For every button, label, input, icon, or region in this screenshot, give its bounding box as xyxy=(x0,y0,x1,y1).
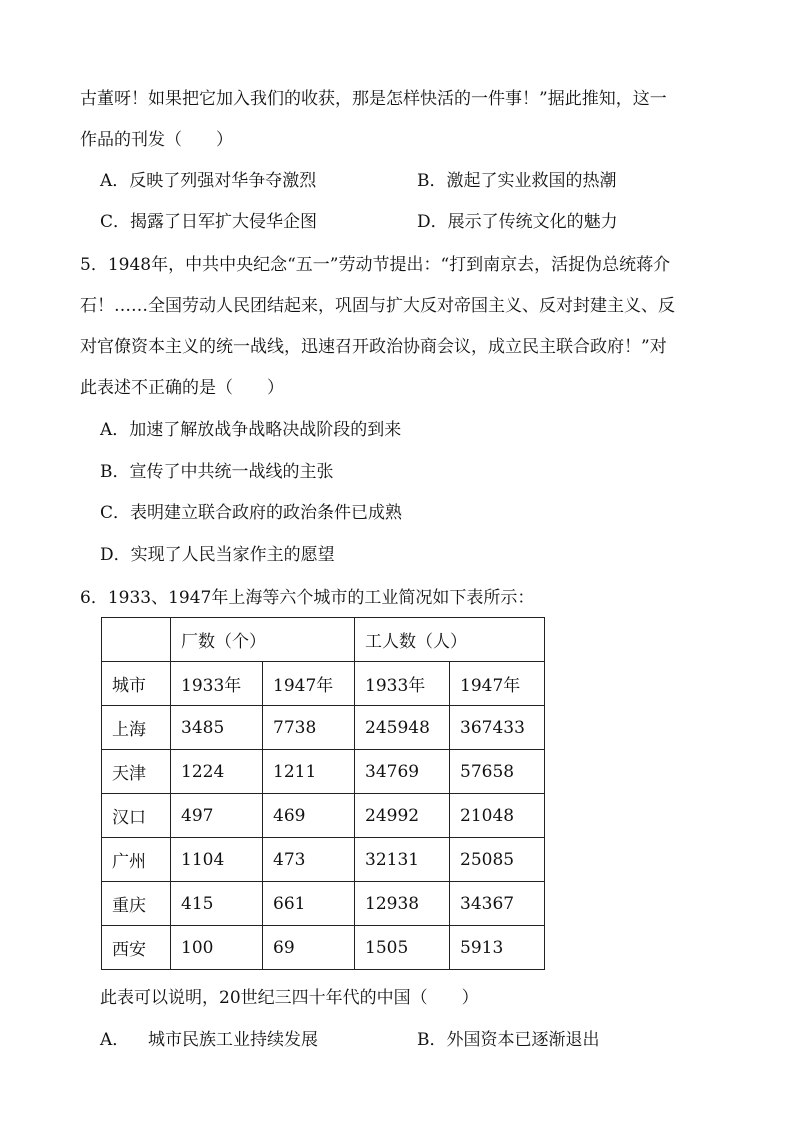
table-year-row xyxy=(102,662,545,706)
table-cell: 25085 xyxy=(450,838,545,882)
q4-option-c xyxy=(100,212,317,232)
q5-option-a xyxy=(100,420,401,440)
factory-count-header: 厂数（个） xyxy=(171,618,355,662)
city-cell: 天津 xyxy=(102,750,171,794)
table-cell: 661 xyxy=(263,882,355,926)
q6-option-b xyxy=(417,1030,600,1050)
table-row xyxy=(102,926,545,970)
table-row xyxy=(102,706,545,750)
worker-count-header: 工人数（人） xyxy=(355,618,545,662)
option-letter: C． xyxy=(100,212,131,232)
table-cell: 473 xyxy=(263,838,355,882)
table-cell: 245948 xyxy=(355,706,450,750)
table-cell: 415 xyxy=(171,882,263,926)
q6-stem: 6．1933、1947年上海等六个城市的工业简况如下表所示： xyxy=(80,588,535,608)
city-cell: 汉口 xyxy=(102,794,171,838)
table-cell: 497 xyxy=(171,794,263,838)
table-header-row xyxy=(102,618,545,662)
option-letter: B． xyxy=(417,1030,447,1050)
table-cell: 57658 xyxy=(450,750,545,794)
table-cell: 100 xyxy=(171,926,263,970)
q4-option-a xyxy=(100,171,316,191)
table-cell: 3485 xyxy=(171,706,263,750)
city-cell: 重庆 xyxy=(102,882,171,926)
table-row xyxy=(102,794,545,838)
year-header: 1947年 xyxy=(450,662,545,706)
option-text: 加速了解放战争战略决战阶段的到来 xyxy=(129,420,402,440)
year-header: 1933年 xyxy=(355,662,450,706)
option-text: 表明建立联合政府的政治条件已成熟 xyxy=(130,503,403,523)
table-cell: 34769 xyxy=(355,750,450,794)
q5-option-d xyxy=(100,545,335,565)
option-text: 展示了传统文化的魅力 xyxy=(447,212,618,232)
year-header: 1933年 xyxy=(171,662,263,706)
option-letter: D． xyxy=(100,545,131,565)
option-letter: B． xyxy=(417,171,447,191)
city-cell: 广州 xyxy=(102,838,171,882)
q4-stem-line-2: 作品的刊发（ ） xyxy=(80,130,233,150)
table-cell: 7738 xyxy=(263,706,355,750)
table-cell: 34367 xyxy=(450,882,545,926)
option-letter: A． xyxy=(100,420,130,440)
q6-option-a xyxy=(100,1030,318,1050)
table-cell: 5913 xyxy=(450,926,545,970)
q4-option-b xyxy=(417,171,617,191)
option-letter: B． xyxy=(100,462,130,482)
table-corner-cell xyxy=(102,618,171,662)
table-cell: 1211 xyxy=(263,750,355,794)
city-cell: 西安 xyxy=(102,926,171,970)
table-row xyxy=(102,882,545,926)
q5-option-c xyxy=(100,503,402,523)
table-cell: 469 xyxy=(263,794,355,838)
option-text: 外国资本已逐渐退出 xyxy=(446,1030,600,1050)
q5-option-b xyxy=(100,462,334,482)
option-letter: A． xyxy=(100,171,130,191)
option-text: 反映了列强对华争夺激烈 xyxy=(129,171,317,191)
table-cell: 21048 xyxy=(450,794,545,838)
table-cell: 1505 xyxy=(355,926,450,970)
table-cell: 1224 xyxy=(171,750,263,794)
q6-question-line: 此表可以说明，20世纪三四十年代的中国（ ） xyxy=(100,988,479,1008)
q5-stem-line-3: 对官僚资本主义的统一战线，迅速召开政治协商会议，成立民主联合政府！”对 xyxy=(80,337,667,357)
table-cell: 69 xyxy=(263,926,355,970)
option-letter: C． xyxy=(100,503,131,523)
table-cell: 367433 xyxy=(450,706,545,750)
option-text: 城市民族工业持续发展 xyxy=(148,1030,318,1050)
q5-stem-line-2: 石！……全国劳动人民团结起来，巩固与扩大反对帝国主义、反对封建主义、反 xyxy=(80,296,675,316)
q4-option-d xyxy=(417,212,618,232)
q4-stem-line-1: 古董呀！如果把它加入我们的收获，那是怎样快活的一件事！”据此推知，这一 xyxy=(80,89,667,109)
table-cell: 1104 xyxy=(171,838,263,882)
q5-stem-line-1: 5．1948年，中共中央纪念“五一”劳动节提出：“打到南京去，活捉伪总统蒋介 xyxy=(80,255,671,275)
table-cell: 32131 xyxy=(355,838,450,882)
city-header: 城市 xyxy=(102,662,171,706)
table-row xyxy=(102,750,545,794)
table-row xyxy=(102,838,545,882)
year-header: 1947年 xyxy=(263,662,355,706)
option-letter: D． xyxy=(417,212,448,232)
option-text: 揭露了日军扩大侵华企图 xyxy=(130,212,318,232)
industry-table xyxy=(101,617,545,970)
q5-stem-line-4: 此表述不正确的是（ ） xyxy=(80,378,284,398)
city-cell: 上海 xyxy=(102,706,171,750)
option-letter: A． xyxy=(100,1030,130,1050)
table-cell: 24992 xyxy=(355,794,450,838)
option-text: 宣传了中共统一战线的主张 xyxy=(129,462,334,482)
table-cell: 12938 xyxy=(355,882,450,926)
option-text: 激起了实业救国的热潮 xyxy=(446,171,617,191)
option-text: 实现了人民当家作主的愿望 xyxy=(130,545,335,565)
